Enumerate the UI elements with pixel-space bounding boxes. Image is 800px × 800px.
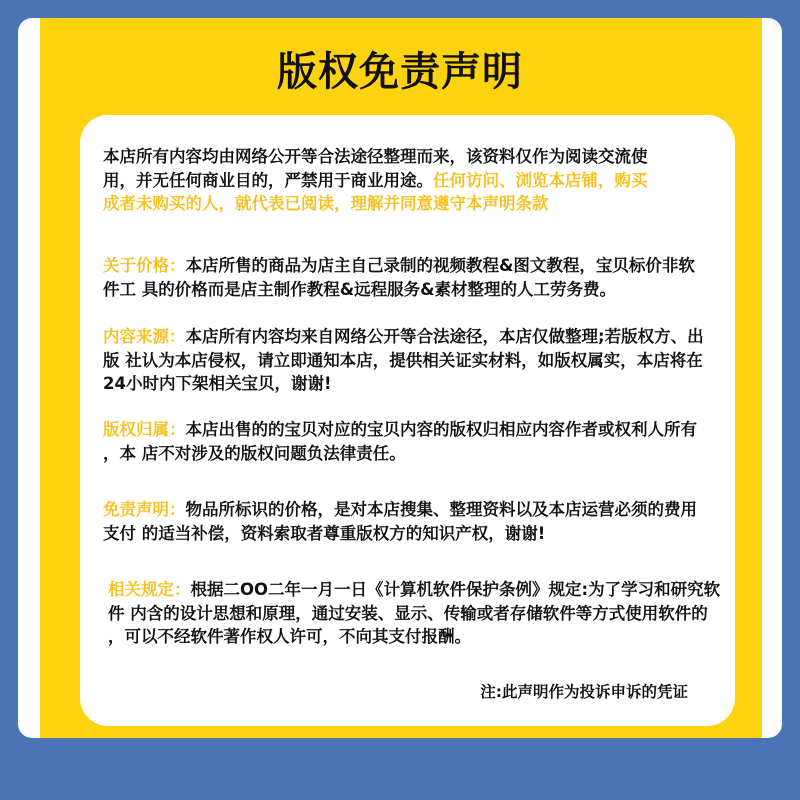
section-price: [103, 254, 723, 301]
section-line: [103, 498, 723, 522]
section-line: [103, 278, 723, 302]
section-text: 版 社认为本店侵权，请立即通知本店，提供相关证实材料，如版权属实，本店将在: [103, 350, 703, 370]
section-disclaimer: [103, 498, 723, 545]
section-line: [103, 349, 723, 373]
section-text: 件 内含的设计思想和原理，通过安装、显示、传输或者存储软件等方式使用软件的: [108, 603, 708, 623]
section-line: [108, 602, 728, 626]
section-text: 件工 具的价格而是店主制作教程&远程服务&素材整理的人工劳务费。: [103, 279, 617, 299]
section-regulations: [108, 578, 728, 649]
section-label: 免责声明：: [103, 500, 186, 519]
page-title: 版权免责声明: [277, 49, 523, 95]
section-line: [103, 418, 723, 442]
section-label: 相关规定：: [108, 580, 191, 599]
section-text: ，可以不经软件著作权人许可，不向其支付报酬。: [108, 627, 471, 646]
section-text: 本店所售的商品为店主自己录制的视频教程&图文教程，宝贝标价非软: [185, 256, 695, 275]
section-label: 内容来源：: [103, 327, 186, 346]
section-label: 版权归属：: [103, 420, 186, 439]
section-line: [108, 625, 728, 649]
section-text: 本店出售的的宝贝对应的宝贝内容的版权归相应内容作者或权利人所有: [185, 420, 697, 439]
section-content-source: [103, 325, 723, 396]
section-copyright-ownership: [103, 418, 723, 465]
intro-text: 用，并无任何商业目的，严禁用于商业用途。: [103, 170, 433, 190]
intro-highlight-text: 成者未购买的人，就代表已阅读，理解并同意遵守本声明条款: [103, 194, 549, 213]
section-text: 物品所标识的价格，是对本店搜集、整理资料以及本店运营必须的费用: [185, 500, 697, 519]
section-label: 关于价格：: [103, 256, 186, 275]
intro-highlight-text: 任何访问、浏览本店铺，购买: [433, 170, 648, 190]
intro-paragraph: [103, 145, 723, 216]
intro-text: 本店所有内容均由网络公开等合法途径整理而来，该资料仅作为阅读交流使: [103, 147, 648, 166]
section-line: [108, 578, 728, 602]
section-text: 根据二OO二年一月一日《计算机软件保护条例》规定:为了学习和研究软: [190, 580, 721, 599]
section-line: [103, 442, 723, 466]
section-line: [103, 522, 723, 546]
section-text: ，本 店不对涉及的版权问题负法律责任。: [103, 443, 406, 463]
section-line: [103, 254, 723, 278]
section-line: [103, 372, 723, 396]
statement-card: [80, 115, 735, 726]
footer-note: 注:此声明作为投诉申诉的凭证: [480, 683, 688, 701]
section-text: 支付 的适当补偿，资料索取者尊重版权方的知识产权，谢谢!: [103, 523, 546, 543]
intro-line: [103, 145, 723, 169]
section-text: 本店所有内容均来自网络公开等合法途径，本店仅做整理;若版权方、出: [185, 327, 704, 346]
section-text: 24小时内下架相关宝贝，谢谢!: [103, 374, 332, 393]
section-line: [103, 325, 723, 349]
intro-line: [103, 192, 723, 216]
intro-line: [103, 169, 723, 193]
